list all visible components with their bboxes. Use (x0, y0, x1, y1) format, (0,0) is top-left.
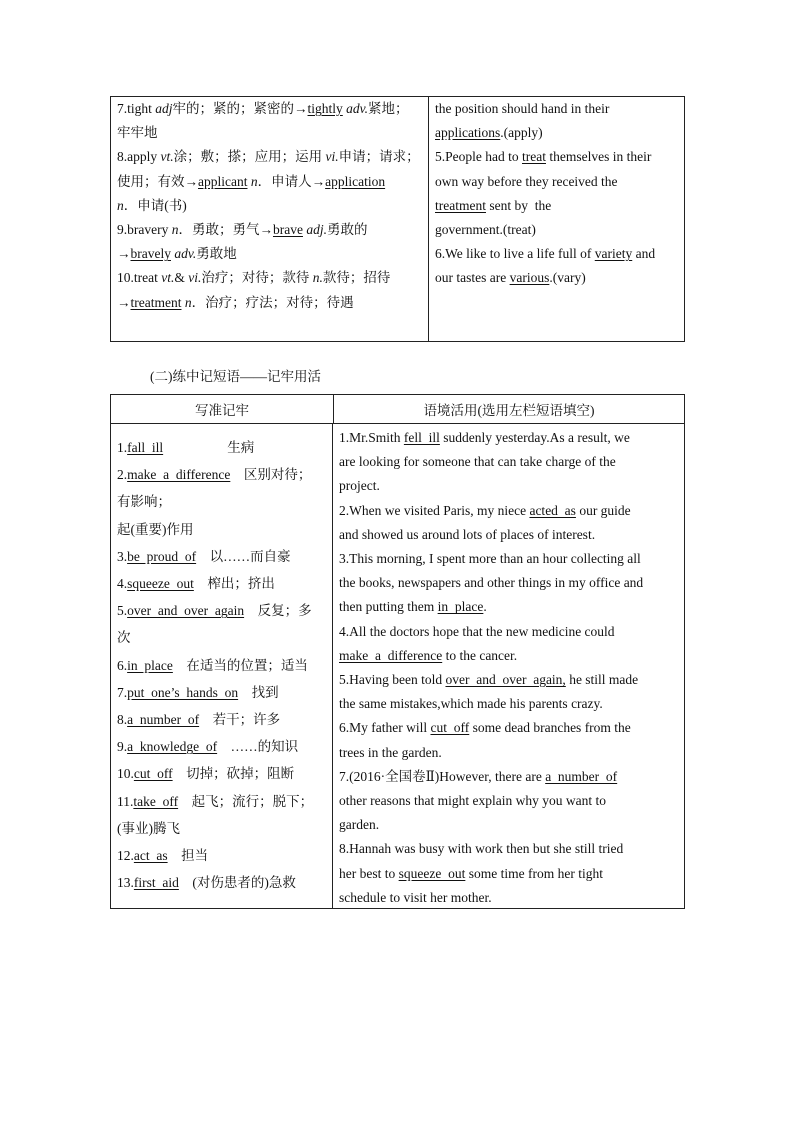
sentence-line (339, 789, 680, 813)
vocab-table (110, 96, 685, 342)
answer-blank: tightly (307, 101, 343, 116)
answer-blank: a knowledge of (127, 739, 218, 755)
part-of-speech: n (184, 294, 192, 310)
text-segment: are looking for someone that can take charge of the (339, 454, 616, 470)
text-segment: 6.We like to live a life full of (435, 246, 595, 262)
text-segment: 牢的；紧的；紧密的→ (172, 101, 308, 116)
sentence-line (339, 474, 680, 498)
header-left: 写准记牢 (111, 395, 334, 423)
vocab-right-line (435, 121, 678, 145)
sentence-line (339, 523, 680, 547)
text-segment: 起飞；流行；脱下； (178, 793, 314, 809)
text-segment: 5.Having been told (339, 672, 446, 688)
sentence-line (339, 450, 680, 474)
phrase-table (110, 394, 685, 909)
part-of-speech: adj. (306, 222, 327, 238)
answer-blank: act as (133, 848, 168, 864)
vocab-left-line (117, 121, 422, 145)
answer-blank: over and over again (127, 603, 245, 619)
text-segment: 找到 (238, 684, 279, 700)
text-segment: to the cancer. (442, 647, 518, 663)
text-segment: sent by the (485, 197, 552, 213)
answer-blank: various (509, 270, 550, 286)
answer-blank: bravely (130, 246, 171, 262)
text-segment: ．申请人→ (257, 173, 326, 189)
text-segment: our tastes are (435, 270, 510, 286)
phrase-line (117, 434, 328, 461)
vocab-left-line (117, 242, 422, 266)
answer-blank: a number of (127, 712, 200, 728)
answer-blank: treat (522, 149, 546, 165)
phrase-line (117, 733, 328, 760)
text-segment: 9.bravery (117, 222, 172, 238)
text-segment: ．申请(书) (123, 197, 187, 213)
answer-blank: brave (272, 222, 303, 238)
text-segment: & (174, 270, 189, 286)
sentence-line (339, 668, 680, 692)
part-of-speech: n. (312, 270, 323, 286)
answer-blank: in place (127, 657, 173, 673)
vocab-left-line (117, 218, 422, 242)
text-segment: 款待；招待 (322, 270, 391, 286)
section-title: (二)练中记短语——记牢用活 (150, 369, 321, 384)
text-segment: 使用；有效→ (117, 173, 198, 189)
text-segment: 勇敢地 (196, 246, 237, 262)
text-segment: 7.(2016·全国卷Ⅱ)However, there are (339, 768, 546, 784)
answer-blank: variety (594, 246, 633, 262)
text-segment: 申请；请求； (338, 149, 420, 165)
phrase-line (117, 570, 328, 597)
vocab-left-line (117, 170, 422, 194)
answer-blank: take off (133, 793, 179, 809)
answer-blank: squeeze out (398, 865, 466, 881)
answer-blank: make a difference (339, 647, 443, 663)
vocab-left-line (117, 97, 422, 121)
vocab-right-line (435, 242, 678, 266)
answer-blank: cut off (133, 766, 173, 782)
text-segment: 10.treat (117, 270, 162, 286)
text-segment: our guide (575, 502, 631, 518)
answer-blank: in place (437, 599, 484, 615)
sentence-line (339, 741, 680, 765)
text-segment: ．治疗；疗法；对待；待遇 (191, 294, 354, 310)
sentence-line (339, 862, 680, 886)
sentence-line (339, 426, 680, 450)
vocab-right-line (435, 266, 678, 290)
phrase-line (117, 461, 328, 488)
phrase-list-column (111, 424, 333, 909)
text-segment: 8.Hannah was busy with work then but she still tried (339, 841, 624, 857)
text-segment: ．勇敢；勇气→ (178, 222, 273, 238)
phrase-line (117, 760, 328, 787)
vocab-right-line (435, 170, 678, 194)
text-segment: 1.Mr.Smith (339, 430, 404, 445)
part-of-speech: adv. (174, 246, 197, 262)
part-of-speech: n (250, 173, 258, 189)
text-segment: 2.When we visited Paris, my niece (339, 502, 530, 518)
phrase-table-body (111, 424, 684, 909)
text-segment: 3. (117, 548, 128, 564)
text-segment: 以……而自豪 (196, 548, 291, 564)
text-segment: 紧地； (368, 101, 409, 116)
vocab-right-line (435, 218, 678, 242)
text-segment: 反复；多 (244, 603, 312, 619)
vocab-left-line (117, 194, 422, 218)
text-segment: schedule to visit her mother. (339, 889, 492, 905)
text-segment: 8. (117, 712, 128, 728)
text-segment: 牢牢地 (117, 125, 158, 141)
sentence-line (339, 620, 680, 644)
text-segment: 生病 (163, 440, 255, 455)
sentence-line (339, 716, 680, 740)
vocab-left-line (117, 145, 422, 169)
text-segment: 11. (117, 793, 134, 809)
text-segment: he still made (565, 672, 639, 688)
text-segment: 13. (117, 875, 134, 891)
sentence-line (339, 499, 680, 523)
part-of-speech: n (117, 197, 124, 213)
sentence-line (339, 547, 680, 571)
text-segment: 切掉；砍掉；阻断 (172, 766, 295, 782)
text-segment: 5. (117, 603, 128, 619)
text-segment: ……的知识 (217, 739, 299, 755)
vocab-left-column (111, 97, 429, 341)
phrase-line (117, 597, 328, 624)
text-segment: suddenly yesterday.As a result, we (439, 430, 630, 445)
phrase-line (117, 624, 328, 651)
answer-blank: cut off (430, 720, 470, 736)
phrase-line (117, 516, 328, 543)
phrase-line (117, 679, 328, 706)
part-of-speech: vt. (160, 149, 174, 165)
text-segment: → (117, 294, 131, 310)
sentence-list-column (333, 424, 684, 909)
text-segment: themselves in their (545, 149, 652, 165)
answer-blank: first aid (133, 875, 179, 891)
text-segment: 有影响； (117, 494, 171, 510)
text-segment: → (117, 246, 131, 262)
text-segment: 区别对待； (230, 467, 312, 483)
sentence-line (339, 813, 680, 837)
text-segment: 10. (117, 766, 134, 782)
answer-blank: applicant (198, 173, 248, 189)
text-segment: 4. (117, 576, 128, 592)
text-segment: 5.People had to (435, 149, 522, 165)
answer-blank: make a difference (127, 467, 231, 483)
vocab-right-column (429, 97, 684, 341)
phrase-line (117, 706, 328, 733)
text-segment: other reasons that might explain why you want to (339, 793, 606, 809)
text-segment: 6.My father will (339, 720, 431, 736)
text-segment: and (632, 246, 656, 262)
phrase-table-header (111, 395, 684, 424)
vocab-left-line (117, 266, 422, 290)
vocab-left-line (117, 291, 422, 315)
text-segment: 8.apply (117, 149, 161, 165)
text-segment: 涂；敷；搽；应用；运用 (173, 149, 326, 165)
text-segment: then putting them (339, 599, 438, 615)
sentence-line (339, 837, 680, 861)
sentence-line (339, 571, 680, 595)
answer-blank: a number of (545, 768, 618, 784)
text-segment: 4.All the doctors hope that the new medicine could (339, 623, 615, 639)
text-segment: some dead branches from the (469, 720, 631, 736)
text-segment: trees in the garden. (339, 744, 442, 760)
answer-blank: applications (435, 125, 501, 141)
phrase-line (117, 543, 328, 570)
sentence-line (339, 595, 680, 619)
text-segment: 治疗；对待；款待 (201, 270, 313, 286)
header-right: 语境活用(选用左栏短语填空) (423, 403, 595, 418)
text-segment: 次 (117, 630, 131, 646)
sentence-line (339, 886, 680, 910)
phrase-line (117, 488, 328, 515)
text-segment: garden. (339, 817, 380, 833)
text-segment: government.(treat) (435, 222, 536, 238)
answer-blank: be proud of (127, 548, 197, 564)
text-segment: own way before they received the (435, 173, 618, 189)
text-segment: 勇敢的 (326, 222, 368, 238)
text-segment: .(vary) (549, 270, 586, 286)
text-segment: some time from her tight (465, 865, 603, 881)
text-segment: . (483, 599, 487, 615)
answer-blank: acted as (529, 502, 576, 518)
answer-blank: over and over again, (445, 672, 566, 688)
text-segment: the books, newspapers and other things in my office and (339, 575, 644, 591)
text-segment: 起(重要)作用 (117, 521, 194, 537)
text-segment: (事业)腾飞 (117, 820, 180, 836)
vocab-right-line (435, 97, 678, 121)
phrase-line (117, 842, 328, 869)
text-segment: project. (339, 478, 380, 494)
part-of-speech: vt. (161, 270, 175, 286)
text-segment: 7.tight (117, 101, 156, 116)
vocab-right-line (435, 194, 678, 218)
phrase-line (117, 869, 328, 896)
text-segment: 在适当的位置；适当 (172, 657, 308, 673)
text-segment: (对伤患者的)急救 (178, 875, 296, 891)
answer-blank: put one’s hands on (127, 684, 239, 700)
text-segment: her best to (339, 865, 399, 881)
answer-blank: treatment (130, 294, 182, 310)
text-segment: and showed us around lots of places of interest. (339, 526, 596, 542)
text-segment: 6. (117, 657, 128, 673)
text-segment: the same mistakes,which made his parents crazy. (339, 696, 603, 712)
part-of-speech: vi. (325, 149, 339, 165)
text-segment: 1. (117, 440, 128, 455)
text-segment: 7. (117, 684, 128, 700)
text-segment: 12. (117, 848, 134, 864)
text-segment: 9. (117, 739, 128, 755)
sentence-line (339, 692, 680, 716)
answer-blank: fell ill (403, 430, 440, 445)
answer-blank: fall ill (127, 440, 164, 455)
text-segment: .(apply) (500, 125, 543, 141)
answer-blank: treatment (435, 197, 486, 213)
text-segment: 榨出；挤出 (193, 576, 275, 592)
part-of-speech: adj (155, 101, 173, 116)
answer-blank: squeeze out (127, 576, 194, 592)
text-segment: 3.This morning, I spent more than an hour collecting all (339, 551, 641, 567)
phrase-line (117, 815, 328, 842)
sentence-line (339, 644, 680, 668)
text-segment: 2. (117, 467, 128, 483)
phrase-line (117, 788, 328, 815)
vocab-right-line (435, 145, 678, 169)
text-segment: 若干；许多 (199, 712, 281, 728)
part-of-speech: adv. (346, 101, 369, 116)
part-of-speech: n (171, 222, 179, 238)
text-segment: 担当 (167, 848, 209, 864)
phrase-line (117, 652, 328, 679)
answer-blank: application (325, 173, 386, 189)
text-segment: the position should hand in their (435, 101, 610, 116)
part-of-speech: vi. (188, 270, 202, 286)
sentence-line (339, 765, 680, 789)
